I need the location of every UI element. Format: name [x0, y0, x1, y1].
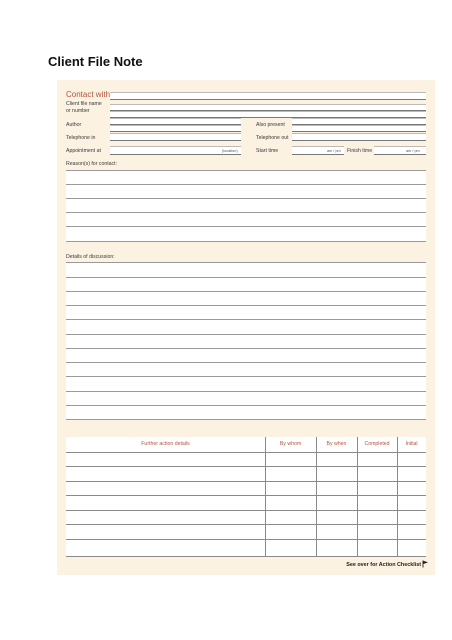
discussion-line [66, 419, 426, 420]
reasons-label: Reason(s) for contact: [66, 161, 118, 167]
see-over-note: See over for Action Checklist [346, 562, 421, 568]
flag-arrow-icon [422, 560, 429, 568]
telephone-in-field[interactable] [110, 133, 241, 141]
reasons-line [66, 184, 426, 185]
author-field-b[interactable] [110, 125, 241, 132]
table-row-line [66, 481, 426, 482]
discussion-line [66, 319, 426, 320]
col-by-when: By when [326, 441, 347, 447]
also-present-label: Also present [256, 122, 285, 128]
reasons-line [66, 241, 426, 242]
finish-time-label: Finish time [347, 148, 373, 154]
col-further-action: Further action details [141, 441, 190, 447]
telephone-out-field[interactable] [292, 133, 426, 141]
client-file-field-b[interactable] [110, 111, 426, 118]
discussion-line [66, 348, 426, 349]
discussion-lines[interactable] [66, 262, 426, 420]
reasons-line [66, 198, 426, 199]
discussion-line [66, 405, 426, 406]
author-field-a[interactable] [110, 118, 241, 125]
action-table [66, 437, 426, 557]
reasons-line [66, 226, 426, 227]
discussion-line [66, 391, 426, 392]
telephone-in-label: Telephone in [66, 135, 96, 141]
page-title: Client File Note [48, 54, 143, 69]
discussion-label: Details of discussion: [66, 254, 115, 260]
discussion-line [66, 291, 426, 292]
author-label: Author [66, 122, 82, 128]
start-time-ampm: am / pm [327, 149, 341, 153]
table-row-line [66, 556, 426, 557]
table-row-line [66, 452, 426, 453]
col-initial: Initial [405, 441, 418, 447]
also-present-field-b[interactable] [292, 125, 426, 132]
col-by-whom: By whom [279, 441, 302, 447]
contact-with-field[interactable] [110, 92, 426, 100]
appointment-at-label: Appointment at [66, 148, 101, 154]
reasons-line [66, 212, 426, 213]
telephone-out-label: Telephone out [256, 135, 289, 141]
discussion-line [66, 262, 426, 263]
start-time-label: Start time [256, 148, 279, 154]
reasons-line [66, 170, 426, 171]
table-row-line [66, 466, 426, 467]
discussion-line [66, 305, 426, 306]
location-hint: (location) [222, 149, 238, 153]
table-row-line [66, 539, 426, 540]
table-row-line [66, 495, 426, 496]
reasons-lines[interactable] [66, 170, 426, 242]
discussion-line [66, 334, 426, 335]
discussion-line [66, 376, 426, 377]
discussion-line [66, 362, 426, 363]
col-completed: Completed [364, 441, 390, 447]
also-present-field-a[interactable] [292, 118, 426, 125]
contact-with-heading: Contact with [66, 90, 111, 99]
client-file-field-a[interactable] [110, 104, 426, 111]
table-row-line [66, 510, 426, 511]
table-row-line [66, 524, 426, 525]
client-file-label-line2: or number [66, 108, 90, 114]
discussion-line [66, 277, 426, 278]
client-file-label-line1: Client file name [66, 101, 102, 107]
finish-time-ampm: am / pm [406, 149, 420, 153]
